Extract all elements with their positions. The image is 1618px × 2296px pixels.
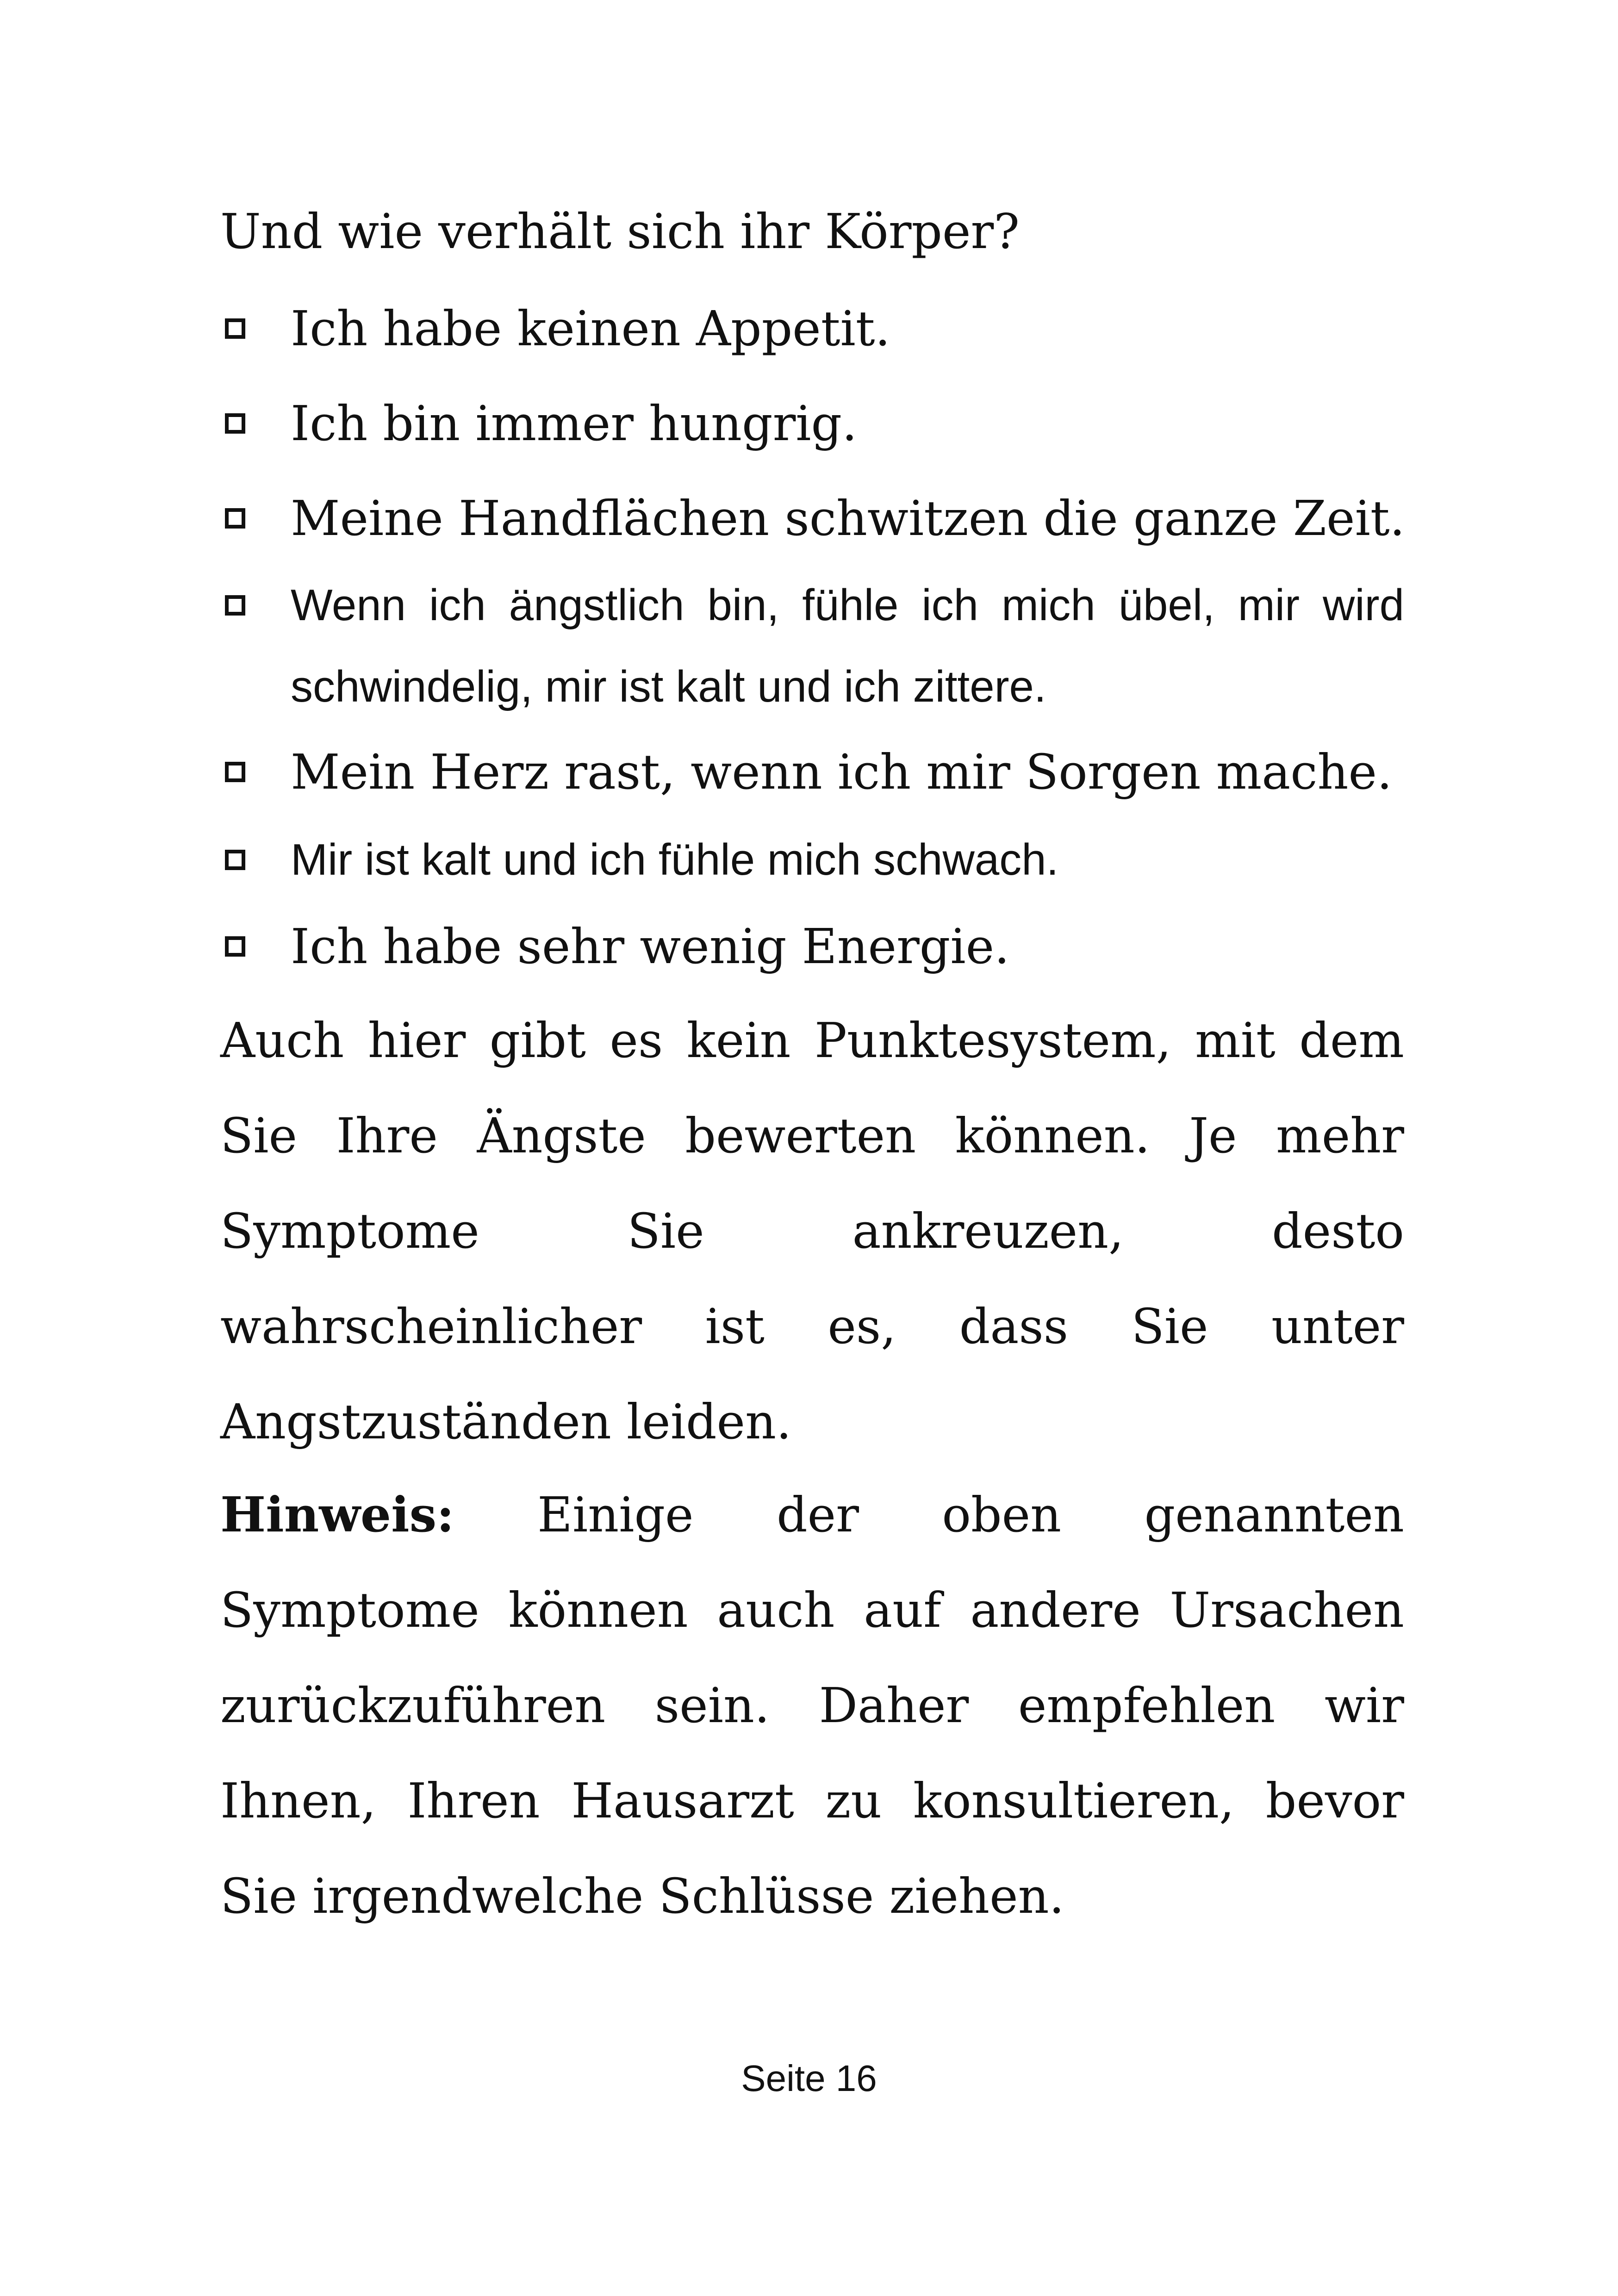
checklist-item-text: Ich bin immer hungrig. xyxy=(291,395,858,452)
checklist-item-text: Ich habe keinen Appetit. xyxy=(291,300,890,357)
checklist-item xyxy=(220,740,1404,804)
intro-question: Und wie verhält sich ihr Körper? xyxy=(220,203,1020,260)
checklist-item xyxy=(220,819,1404,901)
body-paragraph: Auch hier gibt es kein Punktesystem, mit dem Sie Ihre Ängste bewerten können. Je mehr Symptome Sie ankreuzen, desto wahrscheinlicher ist es, dass Sie unter Angstzuständen leiden. xyxy=(220,1012,1404,1450)
checkbox-icon[interactable] xyxy=(225,413,245,434)
checkbox-icon[interactable] xyxy=(225,318,245,339)
checklist-item xyxy=(220,486,1404,551)
checkbox-icon[interactable] xyxy=(225,595,245,616)
checklist-item xyxy=(220,914,1404,979)
checklist-item-text: Ich habe sehr wenig Energie. xyxy=(291,918,1010,975)
checklist-item-text: Mein Herz rast, wenn ich mir Sorgen mache. xyxy=(291,744,1393,800)
checklist-item xyxy=(220,391,1404,456)
checkbox-icon[interactable] xyxy=(225,762,245,782)
checklist-item xyxy=(220,565,1404,728)
checkbox-icon[interactable] xyxy=(225,936,245,957)
checklist-item xyxy=(220,296,1404,361)
page-number: Seite 16 xyxy=(741,2058,877,2099)
note-text: Einige der oben genannten Symptome können auch auf andere Ursachen zurückzuführen sein. Daher empfehlen wir Ihnen, Ihren Hausarzt zu konsultieren, bevor Sie irgendwelche Schlüsse ziehen. xyxy=(220,1487,1404,1924)
checkbox-icon[interactable] xyxy=(225,508,245,529)
note-paragraph xyxy=(220,1467,1404,1944)
checkbox-icon[interactable] xyxy=(225,850,245,870)
checklist-item-text: Mir ist kalt und ich fühle mich schwach. xyxy=(291,835,1059,884)
checklist-item-text: Wenn ich ängstlich bin, fühle ich mich übel, mir wird schwindelig, mir ist kalt und ich zittere. xyxy=(291,580,1404,711)
checklist-item-text: Meine Handflächen schwitzen die ganze Zeit. xyxy=(291,490,1405,547)
note-label: Hinweis: xyxy=(220,1486,454,1543)
